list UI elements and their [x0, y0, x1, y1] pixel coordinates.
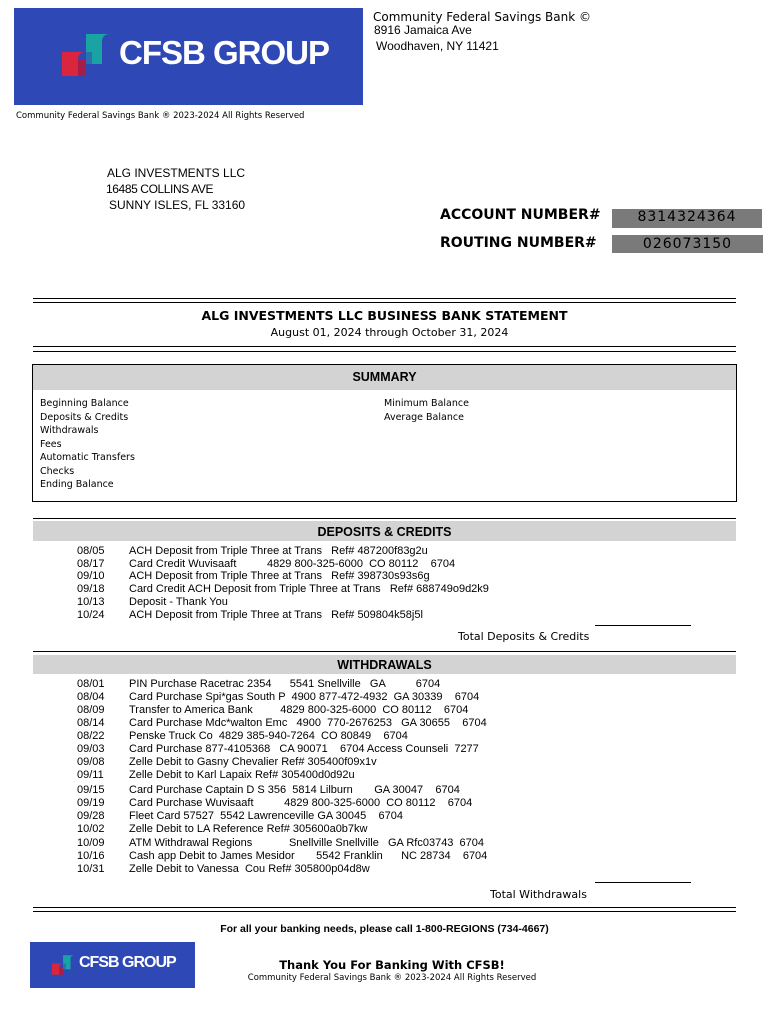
withdrawals-total-underline [595, 882, 691, 883]
summary-deposits-credits: Deposits & Credits [40, 411, 129, 423]
statement-title: ALG INVESTMENTS LLC BUSINESS BANK STATEMENT [201, 308, 568, 323]
statement-period: August 01, 2024 through October 31, 2024 [270, 326, 509, 339]
footer-thank-you: Thank You For Banking With CFSB! [279, 958, 505, 972]
deposit-row-date: 08/17 [77, 558, 105, 570]
withdrawal-row-date: 08/14 [77, 717, 105, 729]
deposits-heading: DEPOSITS & CREDITS [317, 525, 452, 539]
withdrawal-row-desc: Penske Truck Co 4829 385-940-7264 CO 80849 6704 [129, 730, 408, 742]
deposit-row-date: 09/18 [77, 583, 105, 595]
withdrawal-row-desc: Zelle Debit to LA Reference Ref# 305600a0b7kw [129, 823, 368, 835]
withdrawal-row-date: 09/03 [77, 743, 105, 755]
withdrawal-row-desc: Zelle Debit to Vanessa Cou Ref# 305800p04d8w [129, 863, 370, 875]
divider-line [33, 651, 736, 652]
withdrawal-row-desc: PIN Purchase Racetrac 2354 5541 Snellville GA 6704 [129, 678, 441, 690]
summary-heading: SUMMARY [352, 370, 417, 384]
account-number-value: 8314324364 [612, 209, 762, 228]
cfsb-logo-icon [50, 953, 78, 977]
header-logo-text: CFSB GROUP [119, 34, 330, 71]
withdrawal-row-date: 09/19 [77, 797, 105, 809]
footer-logo-text: CFSB GROUP [79, 954, 176, 971]
deposit-row-desc: ACH Deposit from Triple Three at Trans Ref# 487200f83g2u [129, 545, 428, 557]
deposit-row-date: 10/13 [77, 596, 105, 608]
deposits-total-underline [595, 625, 691, 626]
withdrawal-row-date: 10/31 [77, 863, 105, 875]
summary-withdrawals: Withdrawals [40, 425, 99, 436]
summary-beginning-balance: Beginning Balance [40, 398, 129, 409]
withdrawal-row-desc: Card Purchase 877-4105368 CA 90071 6704 Access Counseli 7277 [129, 743, 479, 755]
customer-address-1: 16485 COLLINS AVE [106, 182, 214, 196]
summary-checks: Checks [40, 465, 75, 477]
withdrawal-row-date: 09/28 [77, 810, 105, 822]
withdrawal-row-desc: Fleet Card 57527 5542 Lawrenceville GA 30045 6704 [129, 810, 403, 822]
divider-line [33, 346, 736, 347]
bank-address-line-2: Woodhaven, NY 11421 [376, 39, 499, 53]
withdrawal-row-date: 08/01 [77, 678, 105, 690]
summary-right-list [384, 397, 469, 424]
divider-line [33, 351, 736, 352]
footer-logo-banner [30, 942, 195, 988]
customer-name: ALG INVESTMENTS LLC [107, 166, 246, 180]
deposit-row-desc: Card Credit ACH Deposit from Triple Three at Trans Ref# 688749o9d2k9 [129, 583, 489, 595]
bank-address-line-1: 8916 Jamaica Ave [374, 23, 472, 37]
withdrawal-row-date: 09/08 [77, 756, 105, 768]
divider-line [33, 298, 736, 299]
withdrawal-row-date: 08/09 [77, 704, 105, 716]
summary-fees: Fees [40, 438, 62, 450]
cfsb-logo-icon [58, 30, 118, 80]
withdrawal-row-date: 10/09 [77, 837, 105, 849]
header-copyright: Community Federal Savings Bank ® 2023-2024 All Rights Reserved [16, 111, 305, 121]
withdrawal-row-desc: Card Purchase Spi*gas South P 4900 877-472-4932 GA 30339 6704 [129, 691, 480, 703]
header-logo-banner [14, 8, 363, 105]
deposit-row-desc: ACH Deposit from Triple Three at Trans Ref# 509804k58j5l [129, 609, 423, 621]
summary-box [32, 364, 737, 502]
deposits-total-label: Total Deposits & Credits [458, 630, 590, 643]
withdrawal-row-desc: Card Purchase Mdc*walton Emc 4900 770-2676253 GA 30655 6704 [129, 717, 487, 729]
withdrawal-row-desc: Zelle Debit to Gasny Chevalier Ref# 305400f09x1v [129, 756, 377, 768]
withdrawal-row-desc: ATM Withdrawal Regions Snellville Snellville GA Rfc03743 6704 [129, 837, 485, 849]
withdrawal-row-desc: Card Purchase Captain D S 356 5814 Lilburn GA 30047 6704 [129, 784, 460, 796]
bank-name: Community Federal Savings Bank © [373, 10, 591, 24]
deposit-row-date: 09/10 [77, 570, 105, 582]
withdrawal-row-date: 08/04 [77, 691, 105, 703]
withdrawal-row-date: 09/11 [77, 769, 104, 781]
divider-line [33, 302, 736, 303]
summary-average-balance: Average Balance [384, 411, 464, 423]
divider-line [33, 907, 736, 908]
routing-number-label: ROUTING NUMBER# [440, 235, 597, 251]
footer-copyright: Community Federal Savings Bank ® 2023-2024 All Rights Reserved [247, 973, 537, 983]
deposit-row-date: 10/24 [77, 609, 105, 621]
deposit-row-desc: Card Credit Wuvisaaft 4829 800-325-6000 CO 80112 6704 [129, 558, 456, 570]
divider-line [33, 911, 736, 912]
deposit-row-desc: ACH Deposit from Triple Three at Trans Ref# 398730s93s6g [129, 570, 430, 582]
summary-ending-balance: Ending Balance [40, 479, 114, 490]
account-number-label: ACCOUNT NUMBER# [440, 207, 601, 223]
summary-minimum-balance: Minimum Balance [384, 398, 469, 409]
withdrawal-row-desc: Transfer to America Bank 4829 800-325-6000 CO 80112 6704 [129, 704, 469, 716]
divider-line [33, 518, 736, 519]
summary-left-list [40, 397, 135, 492]
withdrawal-row-desc: Zelle Debit to Karl Lapaix Ref# 305400d0d92u [129, 769, 355, 781]
customer-address-2: SUNNY ISLES, FL 33160 [109, 198, 246, 212]
withdrawal-row-date: 10/16 [77, 850, 105, 862]
withdrawal-row-date: 08/22 [77, 730, 105, 742]
withdrawal-row-desc: Card Purchase Wuvisaaft 4829 800-325-6000 CO 80112 6704 [129, 797, 473, 809]
routing-number-value: 026073150 [612, 235, 763, 253]
withdrawal-row-date: 09/15 [77, 784, 105, 796]
footer-call-text: For all your banking needs, please call 1-800-REGIONS (734-4667) [220, 923, 549, 935]
deposit-row-date: 08/05 [77, 545, 105, 557]
withdrawals-total-label: Total Withdrawals [490, 888, 587, 901]
deposit-row-desc: Deposit - Thank You [129, 596, 228, 608]
withdrawal-row-desc: Cash app Debit to James Mesidor 5542 Franklin NC 28734 6704 [129, 850, 488, 862]
summary-automatic-transfers: Automatic Transfers [40, 452, 135, 463]
withdrawals-heading: WITHDRAWALS [337, 658, 432, 672]
withdrawal-row-date: 10/02 [77, 823, 105, 835]
